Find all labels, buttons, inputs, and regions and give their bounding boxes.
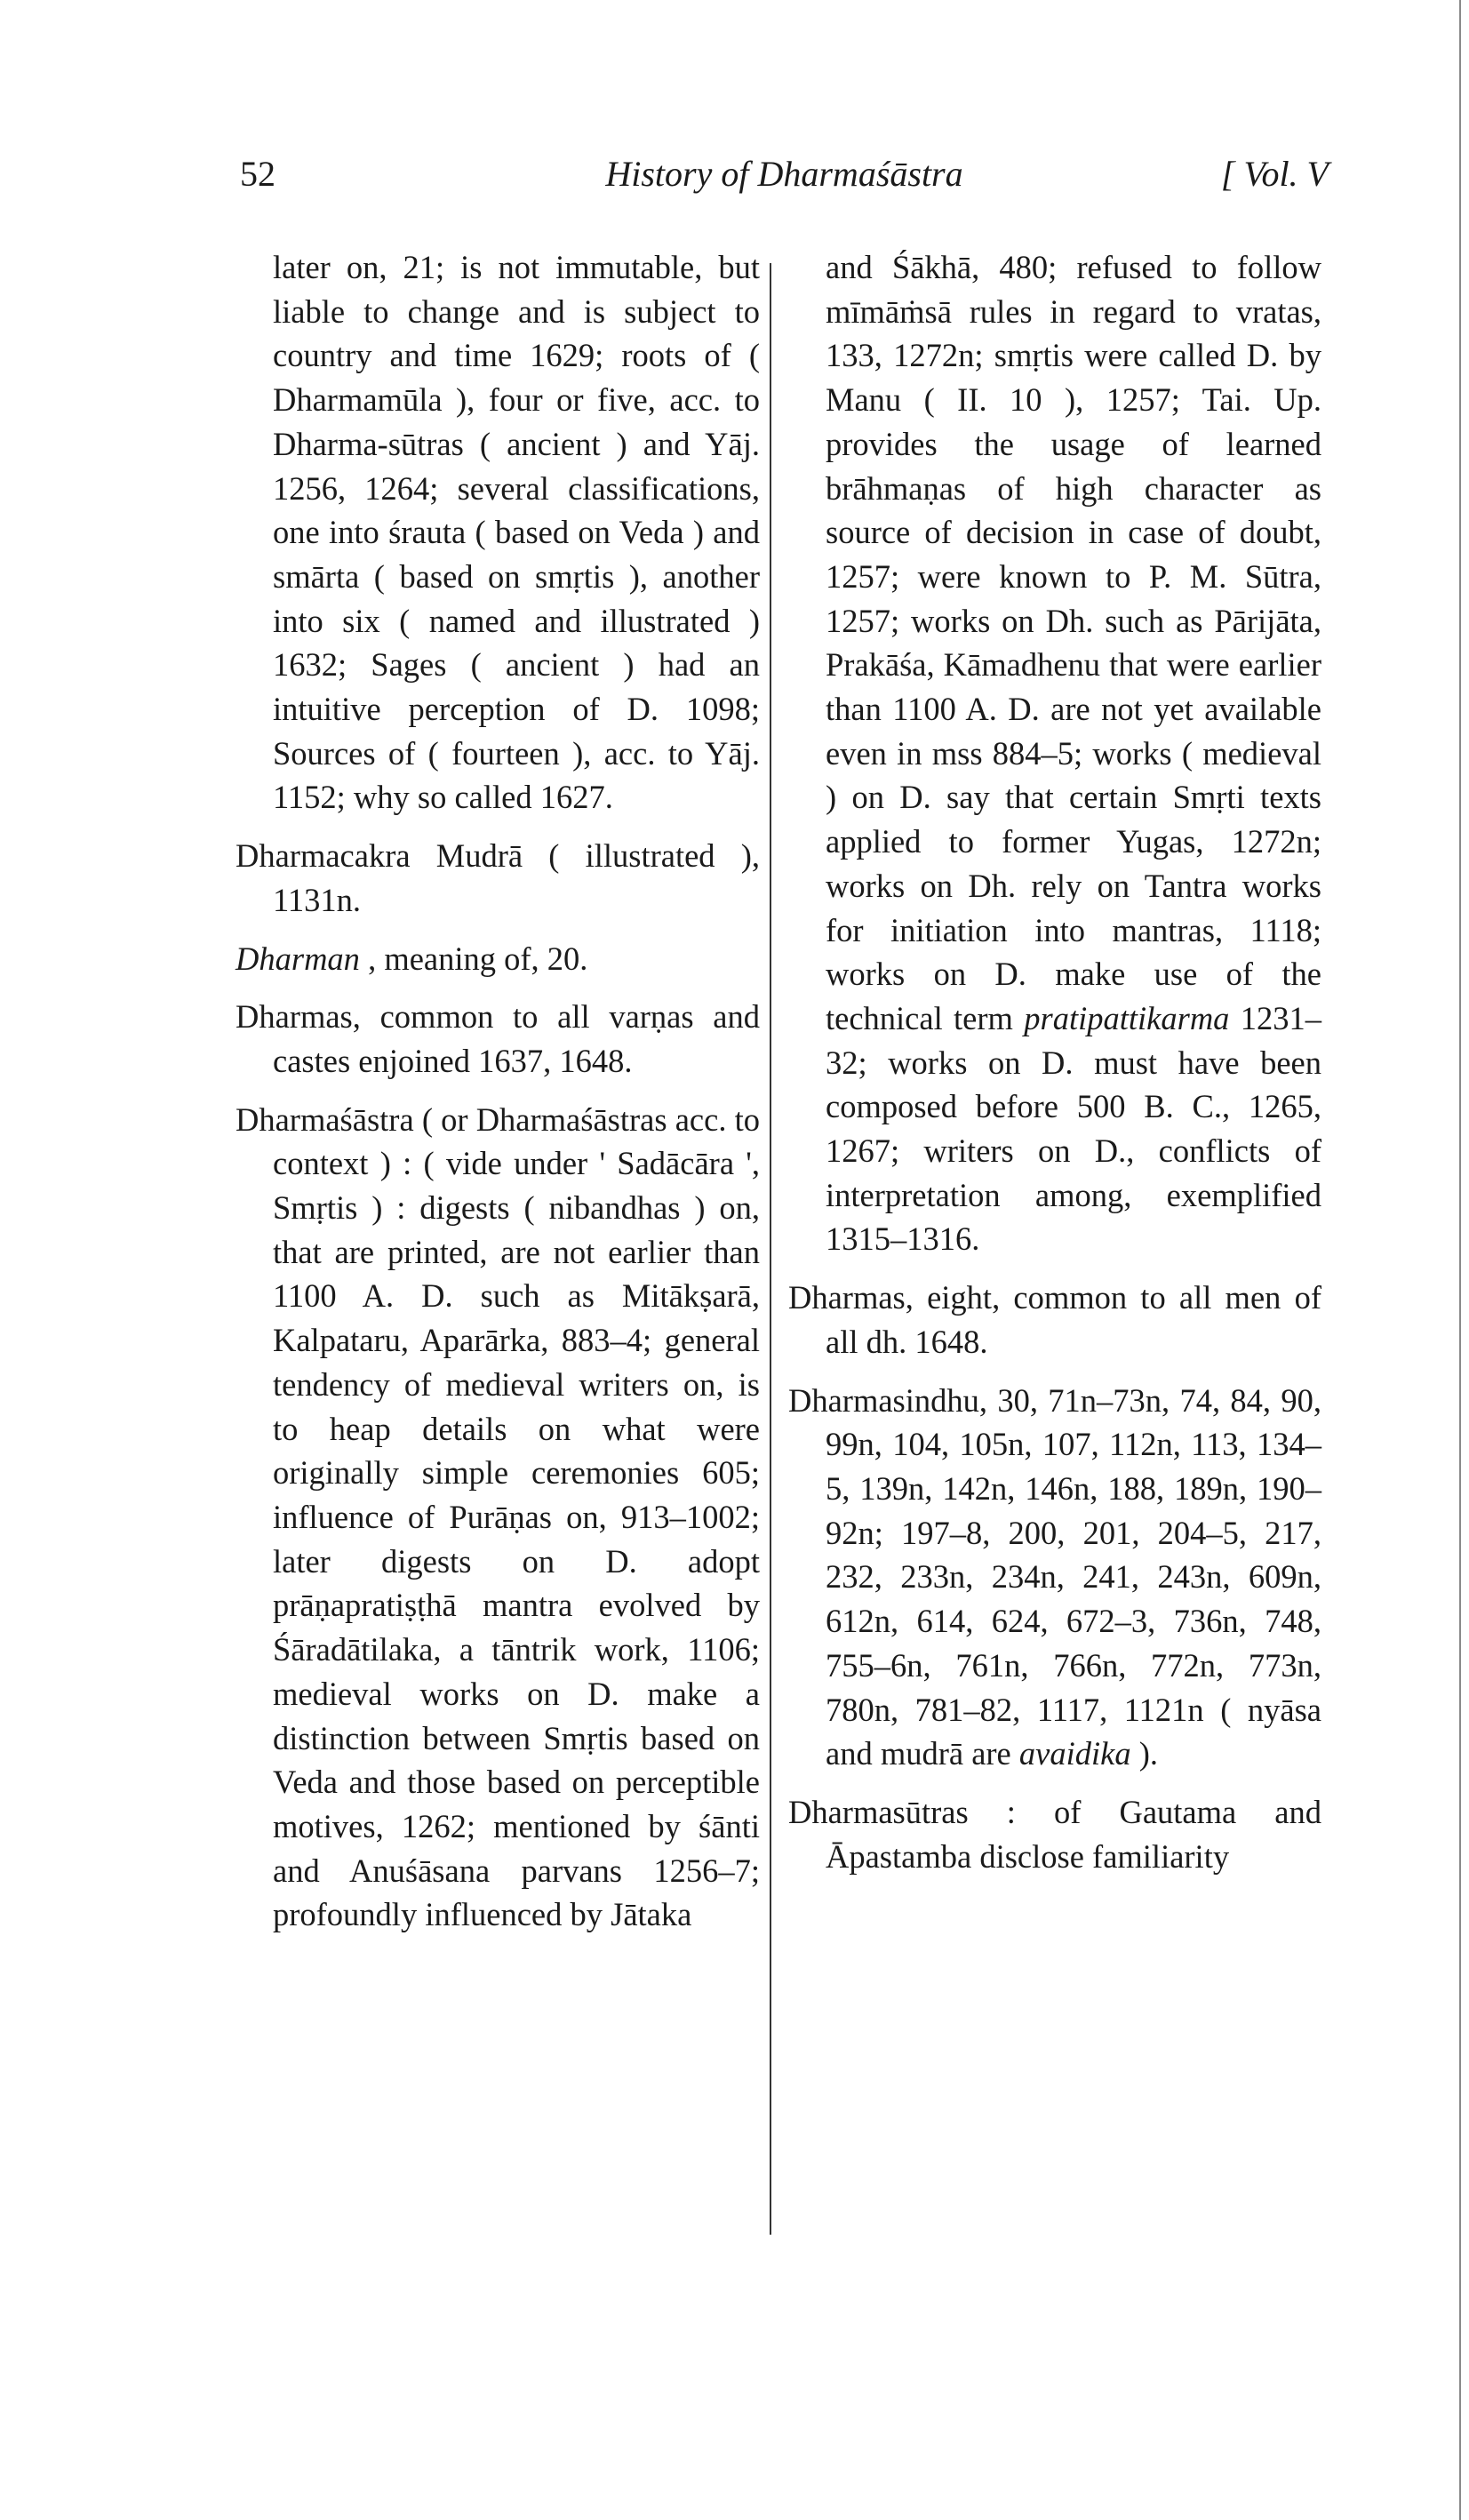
column-divider	[770, 263, 771, 2235]
index-entry	[788, 1276, 1321, 1364]
entry-head: Dharmas,	[236, 998, 361, 1036]
entry-body: ( illustrated ), 1131n.	[273, 837, 761, 918]
entry-body: 30, 71n–73n, 74, 84, 90, 99n, 104, 105n, 107, 112n, 113, 134–5, 139n, 142n, 146n, 188, 189n, 190–92n; 197–8, 200, 201, 204–5, 217, 232, 233n, 234n, 241, 243n, 609n, 612n, 614, 624, 672–3, 736n, 748, 755–6n, 761n, 766n, 772n, 773n, 780n, 781–82, 1117, 1121n ( nyāsa and mudrā are	[826, 1381, 1321, 1772]
entry-head: Dharmas,	[788, 1279, 914, 1316]
entry-italic-term: avaidika	[1018, 1735, 1131, 1772]
page-number: 52	[240, 154, 275, 194]
left-column	[236, 245, 760, 1937]
index-entry	[236, 937, 760, 981]
entry-head: Dharman	[236, 940, 360, 977]
running-title: History of Dharmaśāstra	[605, 154, 963, 194]
entry-head: Dharmasindhu,	[788, 1381, 988, 1419]
index-entry	[788, 245, 1321, 1261]
index-entry	[788, 1790, 1321, 1878]
index-entry	[236, 1098, 760, 1937]
entry-body: of Gautama and Āpastamba disclose familiarity	[826, 1793, 1321, 1875]
entry-italic-term: pratipattikarma	[1024, 999, 1230, 1036]
entry-body-continued: ).	[1130, 1735, 1158, 1772]
entry-head: Dharmacakra Mudrā	[236, 837, 523, 875]
page-header	[240, 153, 1329, 206]
page-edge-line	[1459, 0, 1461, 2520]
index-entry	[236, 834, 760, 922]
volume-label: [ Vol. V	[1220, 154, 1329, 194]
entry-body: common to all varṇas and castes enjoined 1637, 1648.	[273, 998, 760, 1079]
entry-head: Dharmaśāstra	[236, 1100, 414, 1138]
index-entry	[236, 995, 760, 1083]
entry-body: and Śākhā, 480; refused to follow mīmāṁsā rules in regard to vratas, 133, 1272n; smṛtis were called D. by Manu ( II. 10 ), 1257; Tai. Up. provides the usage of learned brāhmaṇas of high character as source of decision in case of doubt, 1257; were known to P. M. Sūtra, 1257; works on Dh. such as Pārijāta, Prakāśa, Kāmadhenu that were earlier than 1100 A. D. are not yet available even in mss 884–5; works ( medieval ) on D. say that certain Smṛti texts applied to former Yugas, 1272n; works on Dh. rely on Tantra works for initiation into mantras, 1118; works on D. make use of the technical term	[826, 249, 1321, 1036]
entry-head: Dharmasūtras :	[788, 1793, 1016, 1830]
entry-body-continued: 1231–32; works on D. must have been composed before 500 B. C., 1265, 1267; writers on D., conflicts of interpretation among, exemplified 1315–1316.	[826, 999, 1321, 1258]
index-entry	[788, 1379, 1321, 1776]
right-column	[788, 245, 1321, 1878]
entry-body: ( or Dharmaśāstras acc. to context ) : ( vide under ' Sadācāra ', Smṛtis ) : digests ( nibandhas ) on, that are printed, are not earlier than 1100 A. D. such as Mitākṣarā, Kalpataru, Aparārka, 883–4; general tendency of medieval writers on, is to heap details on what were originally simple ceremonies 605; influence of Purāṇas on, 913–1002; later digests on D. adopt prāṇapratiṣṭhā mantra evolved by Śāradātilaka, a tāntrik work, 1106; medieval works on D. make a distinction between Smṛtis based on Veda and those based on perceptible motives, 1262; mentioned by śānti and Anuśāsana parvans 1256–7; profoundly influenced by Jātaka	[273, 1100, 760, 1933]
entry-body: , meaning of, 20.	[359, 940, 588, 977]
entry-body: eight, common to all men of all dh. 1648.	[826, 1279, 1321, 1360]
entry-body: later on, 21; is not immutable, but liable to change and is subject to country and time 1629; roots of ( Dharmamūla ), four or five, acc. to Dharma-sūtras ( ancient ) and Yāj. 1256, 1264; several classifications, one into śrauta ( based on Veda ) and smārta ( based on smṛtis ), another into six ( named and illustrated ) 1632; Sages ( ancient ) had an intuitive perception of D. 1098; Sources of ( fourteen ), acc. to Yāj. 1152; why so called 1627.	[273, 249, 760, 816]
index-entry	[236, 245, 760, 820]
